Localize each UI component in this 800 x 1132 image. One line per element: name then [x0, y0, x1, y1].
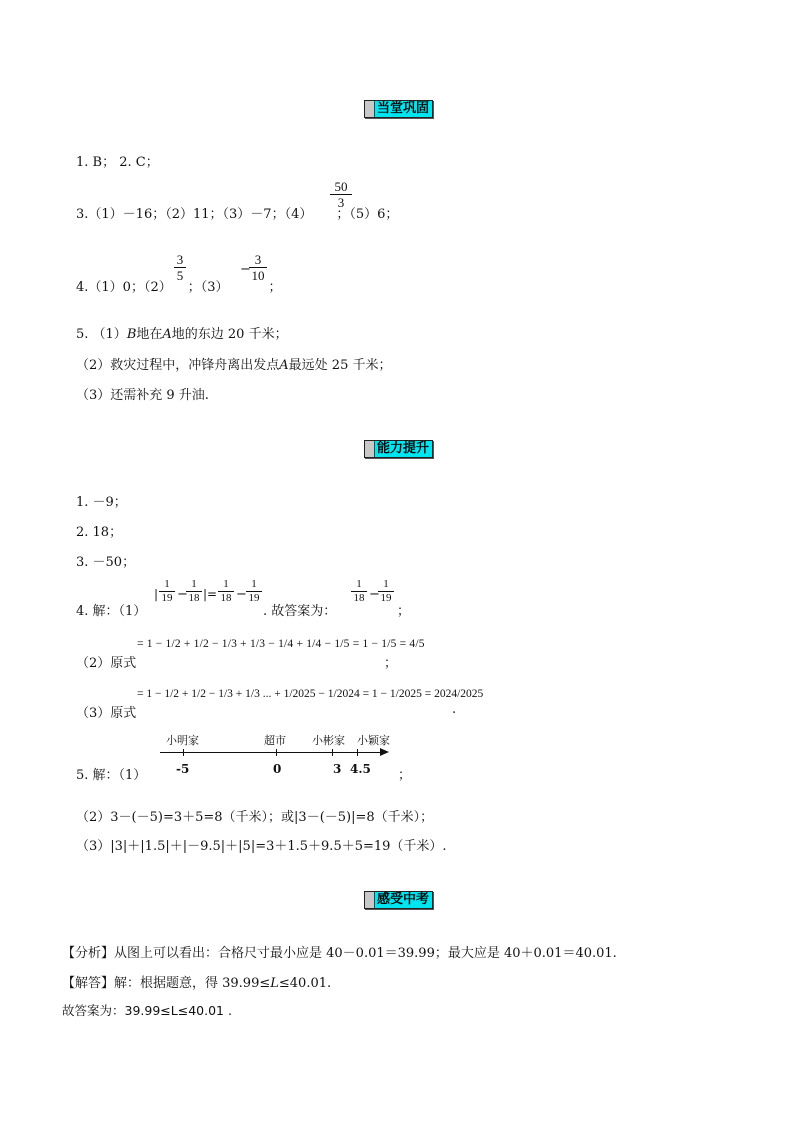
analysis-line: 【分析】从图上可以看出：合格尺寸最小应是 40－0.01＝39.99；最大应是 40＋0.01＝40.01. — [62, 946, 617, 961]
semicolon: ； — [384, 656, 398, 671]
minus-sign: − — [236, 587, 247, 602]
improve-line-4-label: 4. 解：（1） — [76, 604, 147, 619]
value-0: 0 — [273, 762, 282, 776]
solution-line: 【解答】解：根据题意，得 39.99≤L≤40.01. — [62, 976, 332, 991]
minus-sign: − — [177, 587, 188, 602]
semicolon: ； — [397, 604, 411, 619]
fraction-1-19: 1 19 — [378, 579, 394, 604]
section-title-consolidate: 当堂巩固 — [364, 100, 433, 118]
improve-line-2: 2. 18； — [76, 525, 123, 540]
place-xiaoming-home: 小明家 — [166, 734, 199, 747]
tick — [276, 749, 277, 756]
answer-is-label: . 故答案为： — [263, 604, 337, 619]
place-supermarket: 超市 — [264, 734, 286, 747]
fraction-1-19: 1 19 — [159, 579, 175, 604]
abs-bar-right: |= — [203, 587, 218, 601]
expression-4-3: = 1 − 1/2 + 1/2 − 1/3 + 1/3 ... + 1/2025 − 1/2024 = 1 − 1/2025 = 2024/2025 — [137, 688, 484, 700]
improve-line-5-3: （3）|3|＋|1.5|＋|－9.5|＋|5|=3＋1.5＋9.5＋5=19（千米）. — [76, 839, 447, 854]
semicolon: ； — [398, 768, 412, 783]
improve-line-4-3-label: （3）原式 — [76, 706, 137, 721]
tick — [357, 749, 358, 756]
value-4-5: 4.5 — [350, 762, 371, 776]
fraction-3-5: 3 5 — [174, 253, 186, 282]
fraction-3-10: 3 10 — [249, 253, 267, 282]
answer-line-3: 3.（1）－16；（2）11；（3）－7；（4） ；（5）6； — [76, 207, 399, 222]
answer-line-5-1: 5. （1）B地在A地的东边 20 千米； — [76, 327, 288, 342]
final-answer-line: 故答案为：39.99≤L≤40.01 . — [62, 1003, 232, 1018]
value-neg5: -5 — [176, 762, 190, 776]
improve-line-4-2-label: （2）原式 — [76, 656, 137, 671]
section-title-improve: 能力提升 — [364, 440, 433, 458]
place-xiaobin-home: 小彬家 — [312, 734, 345, 747]
improve-line-5-label: 5. 解：（1） — [76, 768, 147, 783]
tick — [183, 749, 184, 756]
improve-line-1: 1. －9； — [76, 495, 127, 510]
expression-4-2: = 1 − 1/2 + 1/2 − 1/3 + 1/3 − 1/4 + 1/4 − 1/5 = 1 − 1/5 = 4/5 — [137, 638, 425, 650]
tick — [332, 749, 333, 756]
section-title-exam: 感受中考 — [364, 891, 433, 909]
fraction-1-18: 1 18 — [351, 579, 367, 604]
period: . — [452, 702, 457, 717]
fraction-1-19: 1 19 — [246, 579, 262, 604]
fraction-1-18: 1 18 — [186, 579, 202, 604]
place-xiaoying-home: 小颖家 — [357, 734, 390, 747]
minus-sign: − — [240, 262, 251, 277]
number-line-axis — [160, 752, 382, 753]
minus-sign: − — [369, 587, 380, 602]
improve-line-5-2: （2）3－(－5)=3＋5=8（千米）；或|3－(－5)|=8（千米）； — [76, 810, 434, 825]
improve-line-3: 3. －50； — [76, 555, 136, 570]
value-3: 3 — [333, 762, 342, 776]
answer-line-5-2: （2）救灾过程中，冲锋舟离出发点A最远处 25 千米； — [76, 358, 392, 373]
number-line — [160, 747, 390, 758]
fraction-50-3: 50 3 — [330, 180, 352, 209]
answer-line-1: 1. B； 2. C； — [76, 155, 159, 170]
arrow-right-icon — [380, 748, 389, 756]
fraction-1-18: 1 18 — [218, 579, 234, 604]
answer-line-4: 4.（1）0；（2） ；（3） ； — [76, 280, 282, 295]
abs-bar-left: | — [154, 587, 159, 601]
answer-line-5-3: （3）还需补充 9 升油. — [76, 388, 209, 403]
